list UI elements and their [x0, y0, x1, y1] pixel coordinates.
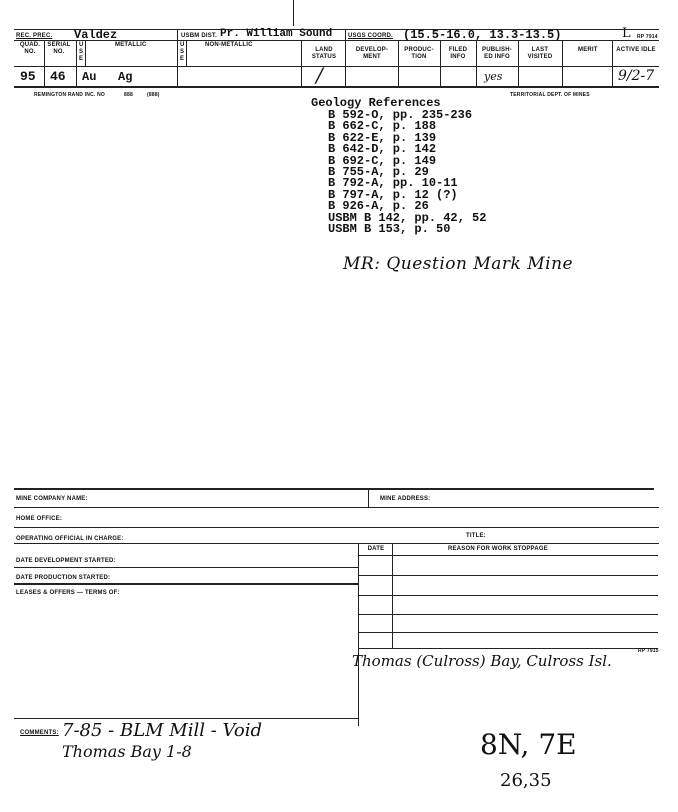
col-filed-info: FILED INFO [448, 47, 468, 60]
usbm-dist-label: USBM DIST. [181, 33, 218, 39]
date-col-label: DATE [367, 546, 385, 552]
territorial-dept: TERRITORIAL DEPT. OF MINES [510, 92, 590, 98]
leases-offers-label: LEASES & OFFERS — TERMS OF: [16, 590, 120, 596]
work-stoppage-header-rule [358, 555, 658, 556]
references-title: Geology References [311, 96, 441, 110]
col-last-visited: LAST VISITED [527, 47, 553, 60]
col-divider-d [186, 40, 187, 66]
home-office-label: HOME OFFICE: [16, 516, 63, 522]
usbm-dist-value: Pr. William Sound [220, 28, 333, 40]
form-number-lower: RP 7915 [638, 648, 659, 654]
col-land-status: LAND STATUS [311, 47, 337, 60]
date-production-label: DATE PRODUCTION STARTED: [16, 575, 111, 581]
col-production: PRODUC-TION [404, 47, 434, 60]
comments-divider [358, 648, 359, 726]
lower-top-rule [14, 488, 654, 490]
handwritten-location-note: Thomas (Culross) Bay, Culross Isl. [352, 652, 612, 670]
printer-code: 888 [124, 92, 133, 98]
col-published-info: PUBLISH-ED INFO [482, 47, 512, 60]
printer-line: REMINGTON RAND INC. NO [34, 92, 105, 98]
reference-item: USBM B 153, p. 50 [328, 222, 451, 237]
col-divider-k [612, 40, 613, 86]
rec-prec-value: Valdez [74, 28, 118, 42]
usgs-coord-label: USGS COORD. [348, 33, 393, 39]
col-use-nonmetallic: U S E [180, 42, 185, 62]
value-metal-1: Au [82, 70, 97, 84]
reference-item: B 692-C, p. 149 [328, 153, 437, 168]
township-range: 8N, 7E [480, 728, 577, 761]
col-active-idle: ACTIVE IDLE [616, 47, 656, 53]
stoppage-row-2 [358, 595, 658, 596]
stoppage-row-5 [358, 648, 658, 649]
col-divider-c [85, 40, 86, 66]
title-label: TITLE: [466, 533, 486, 539]
mine-address-divider [368, 490, 369, 508]
header-divider-1 [177, 29, 178, 86]
col-quad-no: QUAD. NO. [19, 42, 41, 55]
value-quad-no: 95 [20, 69, 36, 84]
mine-address-label: MINE ADDRESS: [380, 496, 431, 502]
lower-rule-4 [14, 567, 358, 568]
lower-rule-1 [14, 507, 659, 508]
comments-line-1: 7-85 - BLM Mill - Void [62, 720, 262, 741]
col-divider-a [44, 40, 45, 86]
mine-company-name-label: MINE COMPANY NAME: [16, 496, 88, 502]
value-metal-2: Ag [118, 70, 133, 84]
col-divider-i [518, 40, 519, 86]
col-divider-f [398, 40, 399, 86]
usgs-coord-value: (15.5-16.0, 13.3-13.5) [403, 28, 562, 42]
form-number-top: RP 7914 [637, 34, 658, 40]
col-use-metallic: U S E [79, 42, 84, 62]
reference-item: USBM B 142, pp. 42, 52 [328, 210, 487, 225]
col-divider-b [76, 40, 77, 86]
handwritten-mr-note: MR: Question Mark Mine [343, 254, 574, 274]
lower-rule-3 [14, 543, 659, 544]
header-divider-2 [345, 29, 346, 86]
comments-top-rule [14, 718, 358, 719]
col-divider-h [476, 40, 477, 86]
rec-prec-label: REC. PREC. [16, 33, 53, 39]
reference-item: B 622-E, p. 139 [328, 130, 437, 145]
reference-item: B 792-A, pp. 10-11 [328, 176, 458, 191]
col-non-metallic: NON-METALLIC [205, 42, 253, 48]
references-list [328, 110, 486, 235]
lower-rule-5 [14, 583, 358, 585]
top-center-tick [293, 0, 294, 26]
reason-col-label: REASON FOR WORK STOPPAGE [448, 546, 548, 552]
comments-label: COMMENTS: [20, 730, 59, 736]
col-development: DEVELOP-MENT [355, 47, 389, 60]
reference-item: B 642-D, p. 142 [328, 142, 437, 157]
col-divider-j [562, 40, 563, 86]
col-divider-g [440, 40, 441, 86]
stoppage-row-3 [358, 614, 658, 615]
operating-official-label: OPERATING OFFICIAL IN CHARGE: [16, 536, 124, 542]
col-metallic: METALLIC [115, 42, 147, 48]
col-serial-no: SERIAL NO. [47, 42, 71, 55]
reference-item: B 755-A, p. 29 [328, 165, 429, 180]
value-land-status: / [316, 63, 323, 87]
stoppage-row-4 [358, 632, 658, 633]
reference-item: B 662-C, p. 188 [328, 119, 437, 134]
section-numbers: 26,35 [500, 770, 552, 791]
value-serial-no: 46 [50, 69, 66, 84]
corner-mark: L [622, 26, 631, 41]
comments-line-2: Thomas Bay 1-8 [62, 742, 192, 761]
printer-code-2: (888) [147, 92, 160, 98]
value-published-info: yes [484, 70, 503, 83]
reference-item: B 926-A, p. 26 [328, 199, 429, 214]
stoppage-row-1 [358, 575, 658, 576]
col-merit: MERIT [578, 47, 598, 53]
col-divider-e [301, 40, 302, 86]
header-bottom-rule [14, 86, 659, 88]
value-active-idle: 9/2-7 [618, 68, 655, 84]
reference-item: B 797-A, p. 12 (?) [328, 187, 458, 202]
lower-rule-2 [14, 527, 659, 528]
date-development-label: DATE DEVELOPMENT STARTED: [16, 558, 116, 564]
reference-item: B 592-O, pp. 235-236 [328, 108, 473, 122]
